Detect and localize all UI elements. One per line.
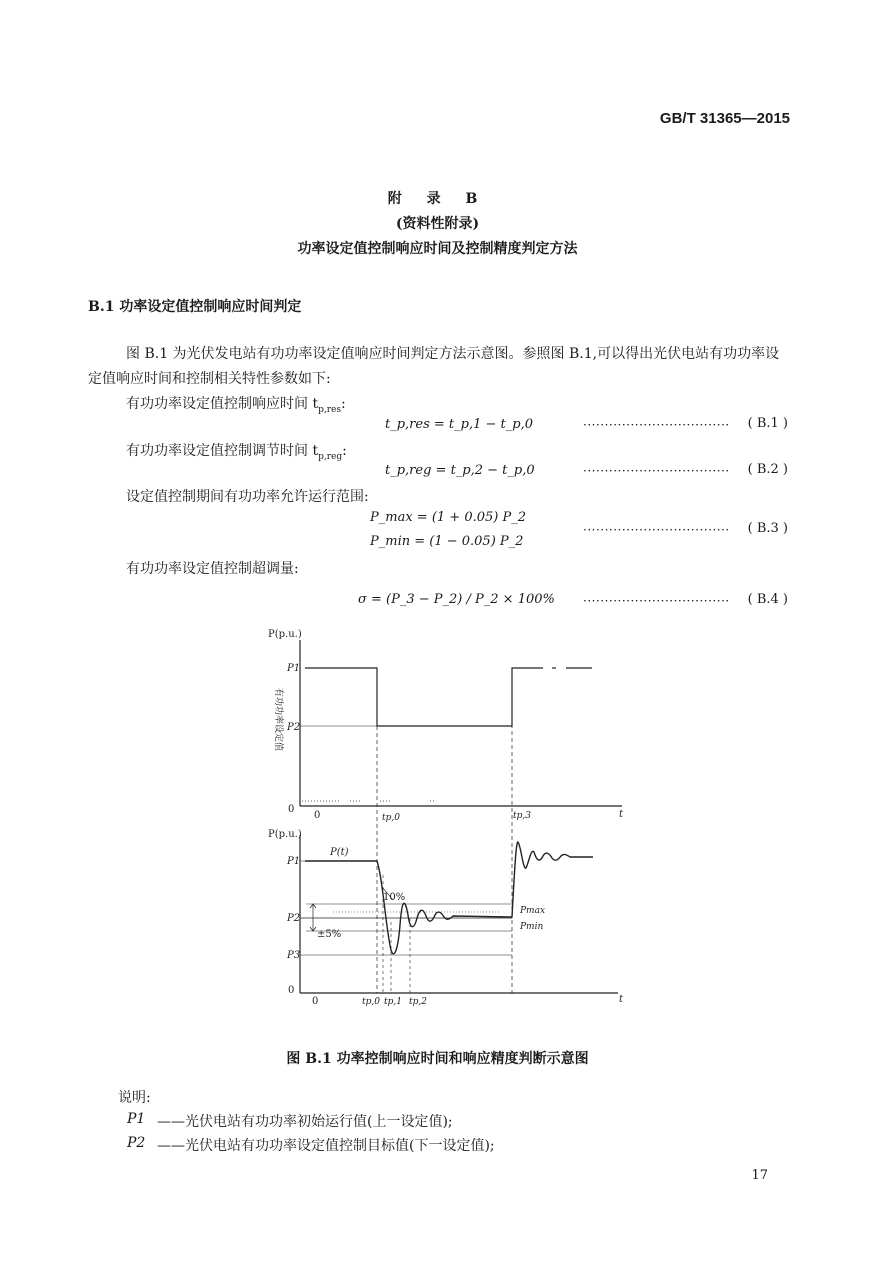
equation-b4: σ = (P_3 − P_2) / P_2 × 100% (358, 592, 555, 607)
dots-b2: ·································· (583, 464, 730, 478)
ten-percent-label: 10% (383, 892, 406, 903)
legend-title: 说明: (118, 1090, 151, 1106)
intro-paragraph: 图 B.1 为光伏发电站有功功率设定值响应时间判定方法示意图。参照图 B.1,可以得出光伏电站有功功率设定值响应时间和控制相关特性参数如下: (88, 346, 780, 387)
equation-b2: t_p,reg = t_p,2 − t_p,0 (385, 463, 535, 478)
top-zero-left: 0 (288, 804, 295, 815)
top-p2-label: P2 (287, 722, 301, 733)
top-t-label: t (619, 809, 624, 820)
top-tp0-label: tp,0 (382, 813, 400, 823)
dots-b3: ·································· (583, 523, 730, 537)
top-setpoint-line (305, 668, 543, 726)
section-heading: B.1 功率设定值控制响应时间判定 (88, 299, 302, 315)
appendix-name: 功率设定值控制响应时间及控制精度判定方法 (297, 241, 578, 257)
bottom-tp2-label: tp,2 (409, 997, 427, 1007)
equation-b1: t_p,res = t_p,1 − t_p,0 (385, 417, 533, 432)
equation-b3-max: P_max = (1 + 0.05) P_2 (370, 510, 526, 525)
bottom-p3-label: P3 (287, 950, 301, 961)
top-p1-label: P1 (287, 663, 301, 674)
bottom-tp1-label: tp,1 (384, 997, 402, 1007)
bottom-tp0-label: tp,0 (362, 997, 380, 1007)
pt-label: P(t) (330, 847, 349, 858)
legend-p1-symbol: P1 (127, 1111, 146, 1127)
dots-b4: ·································· (583, 594, 730, 608)
response-time-line: 有功功率设定值控制响应时间 $t_{p,res}$: (126, 396, 346, 415)
bottom-t-label: t (619, 994, 624, 1005)
standard-number: GB/T 31365—2015 (659, 110, 790, 127)
pmin-label: Pmin (520, 922, 544, 932)
legend-p2-text: ——光伏电站有功功率设定值控制目标值(下一设定值); (157, 1138, 495, 1154)
legend-p2-symbol: P2 (127, 1135, 146, 1151)
top-tp3-label: tp,3 (513, 811, 531, 821)
legend-p1-text: ——光伏电站有功功率初始运行值(上一设定值); (157, 1114, 453, 1130)
bottom-zero-left: 0 (288, 985, 295, 996)
page-number: 17 (751, 1168, 768, 1183)
adjust-time-line: 有功功率设定值控制调节时间 $t_{p,reg}$: (126, 443, 347, 462)
overshoot-line: 有功功率设定值控制超调量: (126, 561, 299, 577)
appendix-title: 附 录 B (387, 191, 488, 207)
equation-b3-min: P_min = (1 − 0.05) P_2 (370, 534, 524, 549)
dots-b1: ·································· (583, 418, 730, 432)
five-percent-label: ±5% (317, 929, 342, 940)
bottom-p2-label: P2 (287, 913, 301, 924)
appendix-nature: (资料性附录) (395, 216, 480, 232)
bottom-p1-label: P1 (287, 856, 301, 867)
top-zero: 0 (314, 810, 321, 821)
response-curve (305, 842, 593, 954)
equation-number-b3: ( B.3 ) (747, 521, 788, 536)
bottom-ylabel: P(p.u.) (268, 829, 302, 840)
top-vertical-label: 有功功率设定值 (273, 688, 283, 752)
figure-caption: 图 B.1 功率控制响应时间和响应精度判断示意图 (286, 1051, 589, 1067)
top-ylabel: P(p.u.) (268, 629, 302, 640)
equation-number-b1: ( B.1 ) (747, 416, 788, 431)
equation-number-b2: ( B.2 ) (747, 462, 788, 477)
equation-number-b4: ( B.4 ) (747, 592, 788, 607)
bottom-zero: 0 (312, 996, 319, 1007)
range-line: 设定值控制期间有功功率允许运行范围: (126, 489, 369, 505)
pmax-label: Pmax (520, 906, 546, 916)
